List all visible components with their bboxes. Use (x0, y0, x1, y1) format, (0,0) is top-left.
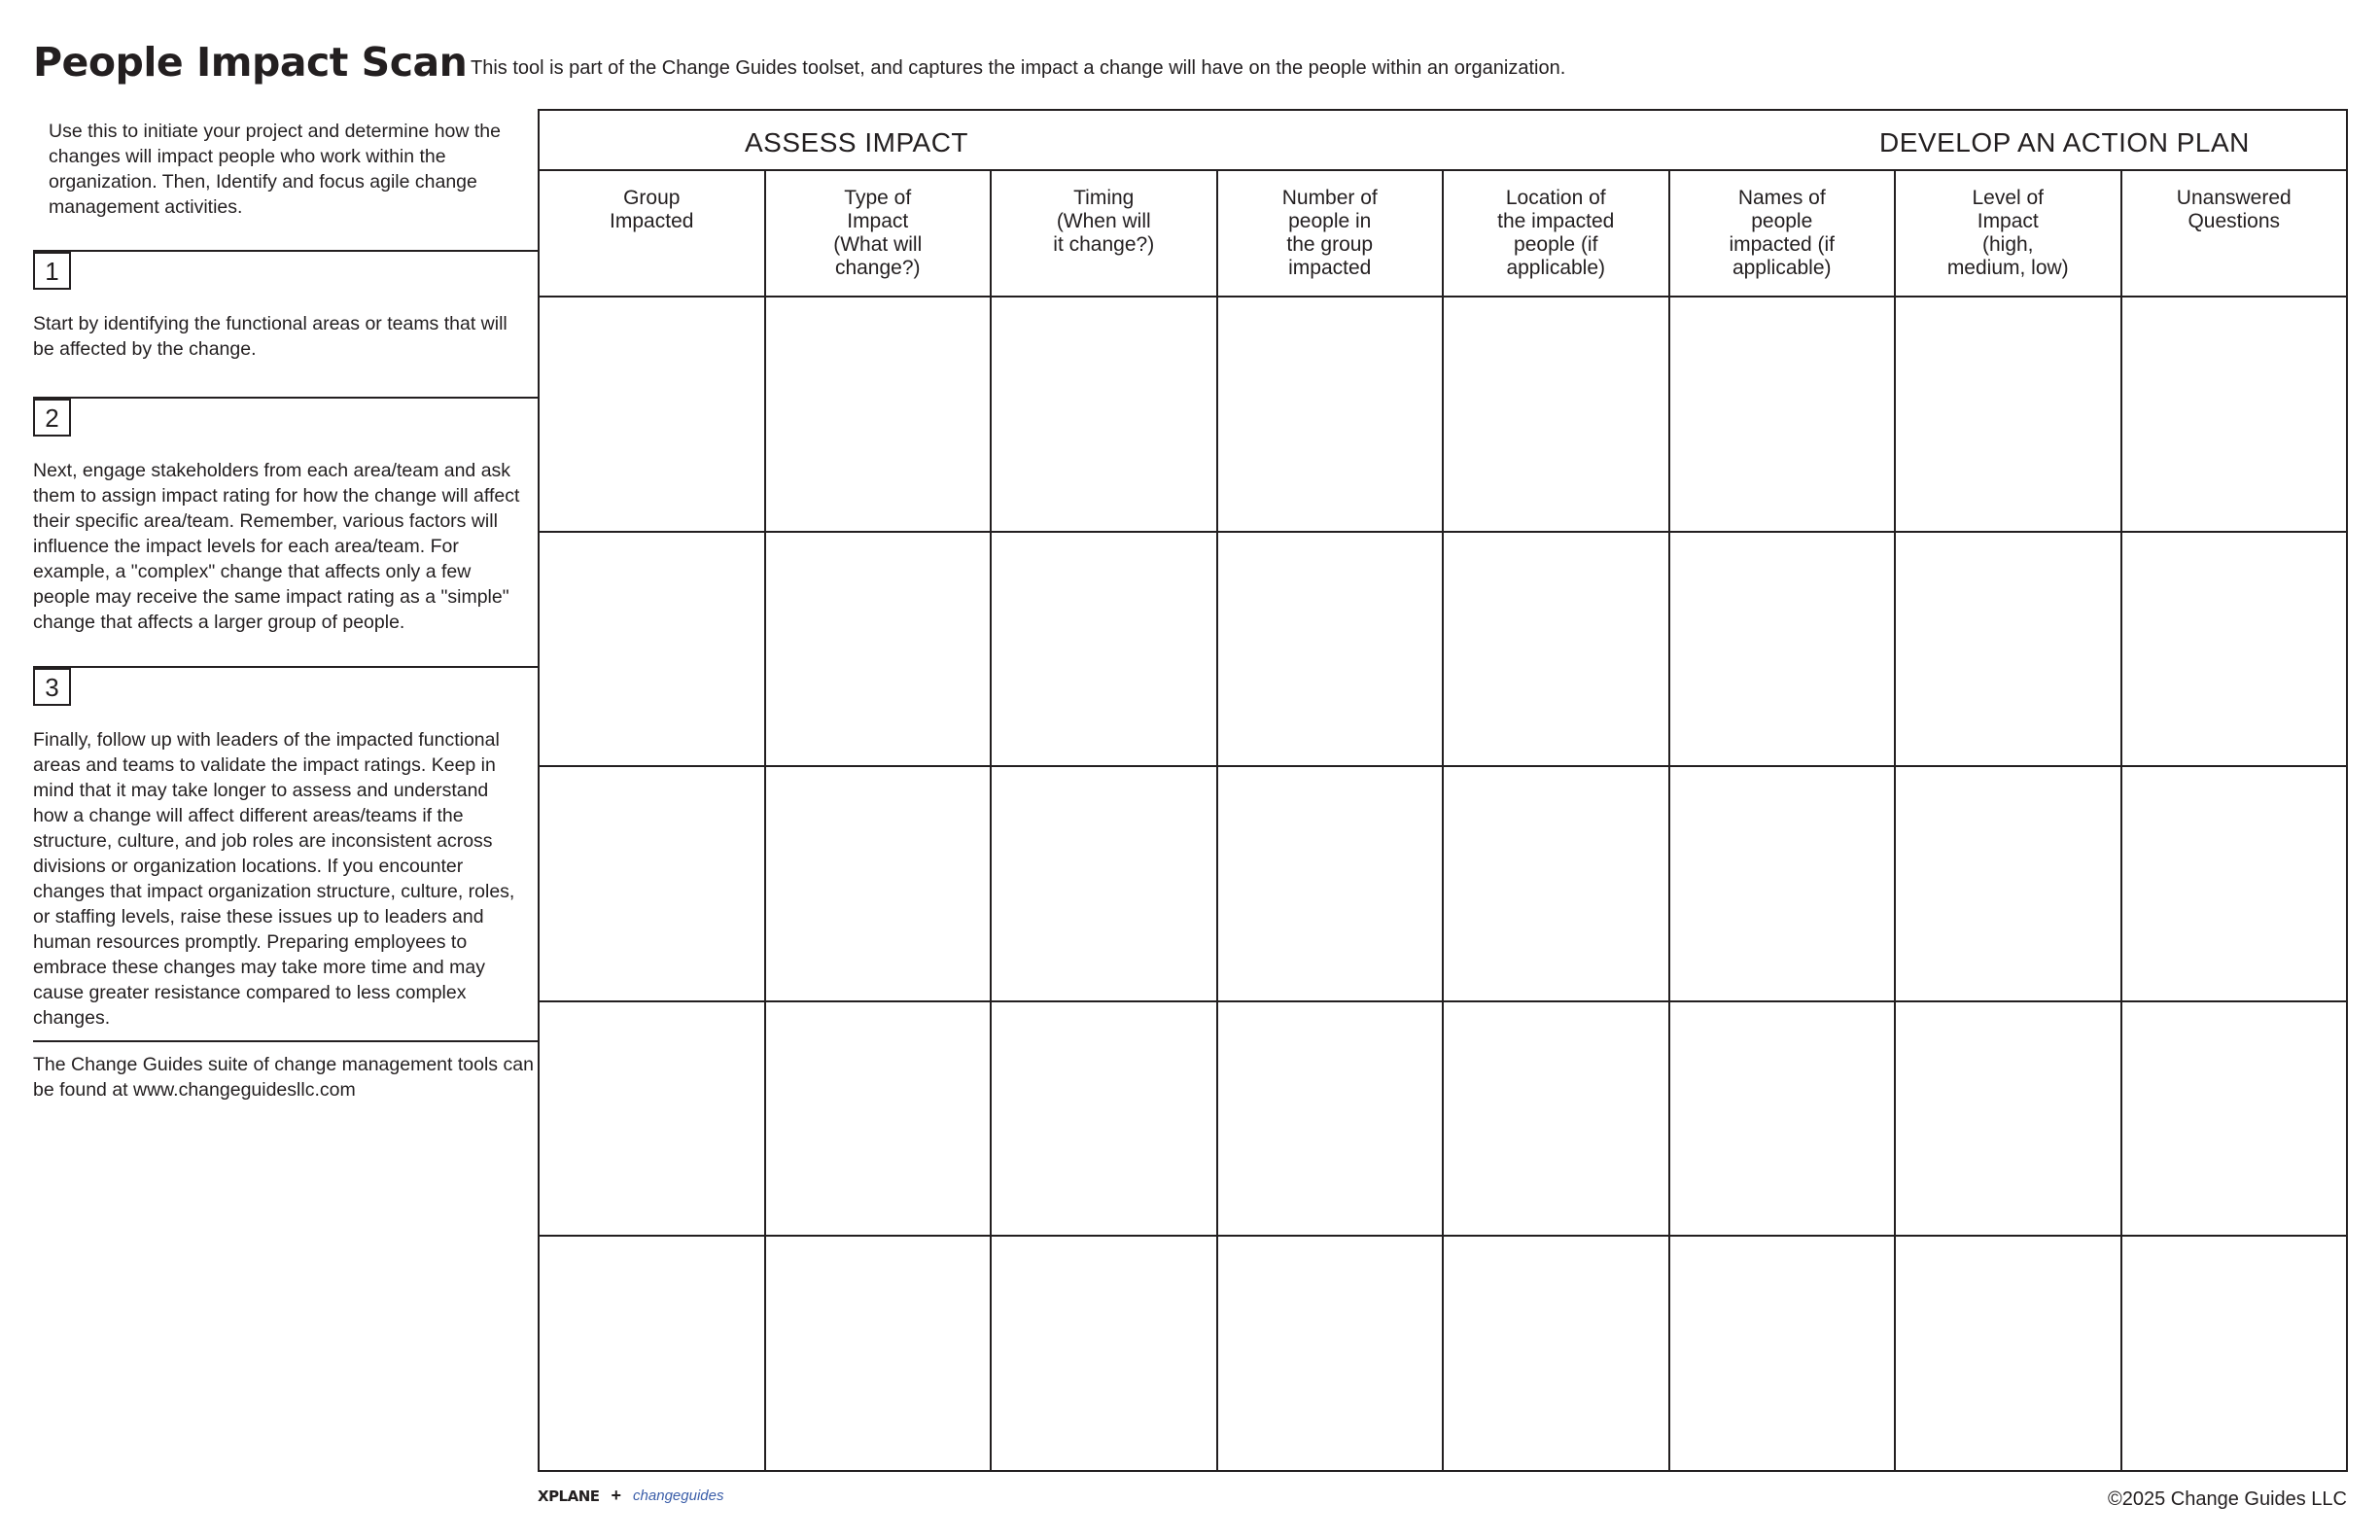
table-cell[interactable] (1670, 533, 1897, 766)
step-number: 3 (33, 668, 71, 706)
table-cell[interactable] (1896, 298, 2122, 531)
table-cell[interactable] (992, 1237, 1218, 1470)
table-body (540, 298, 2346, 1470)
step-text: Start by identifying the functional areas or teams that will be affected by the change. (33, 313, 508, 360)
table-cell[interactable] (1218, 298, 1445, 531)
table-row (540, 533, 2346, 768)
table-cell[interactable] (992, 533, 1218, 766)
table-cell[interactable] (1218, 533, 1445, 766)
column-header-names: Names of people impacted (if applicable) (1670, 171, 1897, 296)
table-cell[interactable] (1444, 767, 1670, 1000)
table-cell[interactable] (766, 533, 993, 766)
table-cell[interactable] (1896, 1002, 2122, 1236)
table-cell[interactable] (992, 1002, 1218, 1236)
impact-table (538, 109, 2348, 1472)
instructions-panel (33, 109, 539, 1102)
xplane-logo: XPLANE (538, 1487, 600, 1505)
intro-text: Use this to initiate your project and determine how the changes will impact people who work within the organization. Then, Identify and focus agile change management activities. (49, 121, 502, 218)
table-cell[interactable] (1218, 1002, 1445, 1236)
divider (33, 1040, 539, 1042)
step-number: 2 (33, 399, 71, 437)
table-cell[interactable] (1670, 1237, 1897, 1470)
step-text: Finally, follow up with leaders of the impacted functional areas and teams to validate the impact ratings. Keep in mind that it may take longer to assess and understand how a change will affect different areas/teams if the structure, culture, and job roles are inconsistent across divisions or organization locations. If you encounter changes that impact organization structure, culture, roles, or staffing levels, raise these issues up to leaders and human resources promptly. Preparing employees to embrace these changes may take more time and may cause greater resistance compared to less complex changes. (33, 729, 515, 1029)
column-header-type: Type of Impact (What will change?) (766, 171, 993, 296)
table-cell[interactable] (540, 1002, 766, 1236)
table-cell[interactable] (2122, 533, 2347, 766)
step-number: 1 (33, 252, 71, 290)
table-row (540, 298, 2346, 533)
changeguides-logo: changeguides (633, 1488, 724, 1504)
table-cell[interactable] (766, 298, 993, 531)
table-cell[interactable] (1444, 1237, 1670, 1470)
table-cell[interactable] (1670, 298, 1897, 531)
copyright: ©2025 Change Guides LLC (2107, 1488, 2347, 1510)
table-cell[interactable] (1444, 298, 1670, 531)
step-3 (33, 668, 539, 1040)
column-header-location: Location of the impacted people (if applicable) (1444, 171, 1670, 296)
table-cell[interactable] (1896, 1237, 2122, 1470)
table-cell[interactable] (766, 1237, 993, 1470)
table-cell[interactable] (1670, 767, 1897, 1000)
footer-note: The Change Guides suite of change management tools can be found at www.changeguidesllc.com (33, 1054, 534, 1101)
table-cell[interactable] (1670, 1002, 1897, 1236)
table-cell[interactable] (2122, 298, 2347, 531)
table-cell[interactable] (540, 298, 766, 531)
table-cell[interactable] (1896, 533, 2122, 766)
section-header-row (540, 111, 2346, 171)
table-row (540, 1237, 2346, 1470)
page-subtitle: This tool is part of the Change Guides toolset, and captures the impact a change will have on the people within an organization. (471, 57, 1566, 79)
table-cell[interactable] (540, 533, 766, 766)
table-cell[interactable] (766, 767, 993, 1000)
table-cell[interactable] (540, 767, 766, 1000)
table-cell[interactable] (992, 298, 1218, 531)
table-cell[interactable] (1444, 533, 1670, 766)
page-title: People Impact Scan (33, 39, 468, 86)
column-header-level: Level of Impact (high, medium, low) (1896, 171, 2122, 296)
step-text: Next, engage stakeholders from each area/team and ask them to assign impact rating for how the change will affect their specific area/team. Remember, various factors will influence the impact levels for each area/team. For example, a "complex" change that affects only a few people may receive the same impact rating as a "simple" change that affects a larger group of people. (33, 460, 520, 633)
plus-sign: + (611, 1486, 622, 1505)
table-cell[interactable] (2122, 1237, 2347, 1470)
step-1 (33, 252, 539, 397)
table-cell[interactable] (766, 1002, 993, 1236)
table-cell[interactable] (1218, 1237, 1445, 1470)
column-header-timing: Timing (When will it change?) (992, 171, 1218, 296)
table-cell[interactable] (540, 1237, 766, 1470)
column-header-row (540, 171, 2346, 298)
table-cell[interactable] (2122, 1002, 2347, 1236)
table-cell[interactable] (1896, 767, 2122, 1000)
section-assess-impact: ASSESS IMPACT (745, 127, 969, 158)
column-header-group: Group Impacted (540, 171, 766, 296)
table-row (540, 767, 2346, 1002)
table-cell[interactable] (1444, 1002, 1670, 1236)
section-action-plan: DEVELOP AN ACTION PLAN (1879, 127, 2250, 158)
table-cell[interactable] (2122, 767, 2347, 1000)
column-header-number: Number of people in the group impacted (1218, 171, 1445, 296)
step-2 (33, 399, 539, 666)
table-cell[interactable] (992, 767, 1218, 1000)
table-row (540, 1002, 2346, 1238)
column-header-questions: Unanswered Questions (2176, 187, 2292, 232)
logo-bar (538, 1486, 723, 1506)
table-cell[interactable] (1218, 767, 1445, 1000)
